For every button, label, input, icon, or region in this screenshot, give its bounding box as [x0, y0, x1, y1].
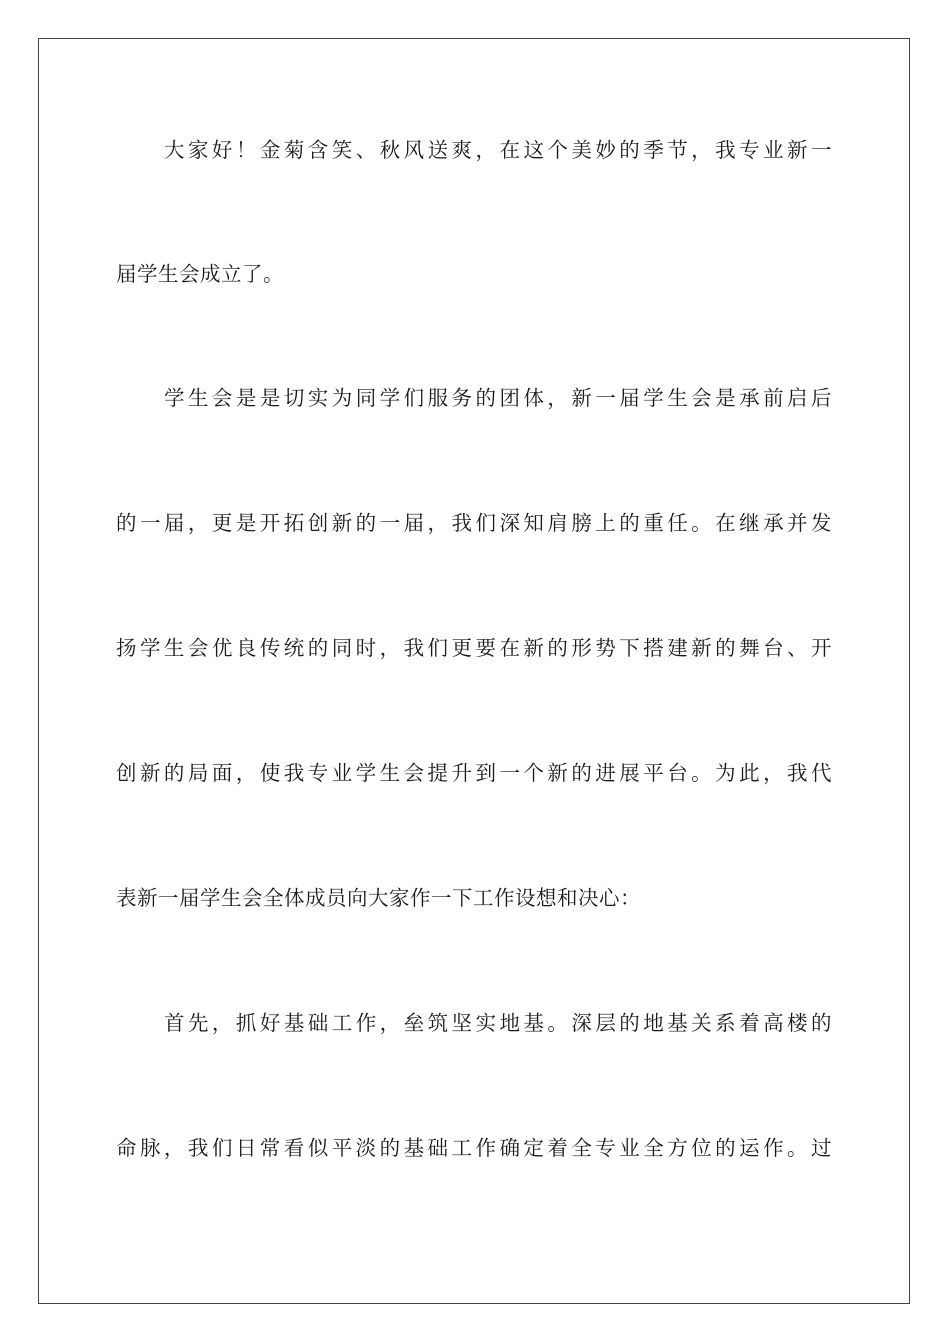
paragraph-2-line-5: 表新一届学生会全体成员向大家作一下工作设想和决心： [116, 886, 641, 910]
paragraph-3-line-2: 命脉，我们日常看似平淡的基础工作确定着全专业全方位的运作。过 [116, 1136, 832, 1160]
paragraph-2-line-2: 的一届，更是开拓创新的一届，我们深知肩膀上的重任。在继承并发 [116, 511, 832, 535]
paragraph-3-line-1: 首先，抓好基础工作，垒筑坚实地基。深层的地基关系着高楼的 [164, 1011, 832, 1035]
paragraph-2-line-4: 创新的局面，使我专业学生会提升到一个新的进展平台。为此，我代 [116, 761, 832, 785]
paragraph-2-line-3: 扬学生会优良传统的同时，我们更要在新的形势下搭建新的舞台、开 [116, 636, 832, 660]
paragraph-1-line-1: 大家好！金菊含笑、秋风送爽，在这个美妙的季节，我专业新一 [164, 138, 832, 162]
paragraph-1-line-2: 届学生会成立了。 [116, 262, 284, 286]
document-page [38, 38, 910, 1304]
paragraph-2-line-1: 学生会是是切实为同学们服务的团体，新一届学生会是承前启后 [164, 386, 832, 410]
